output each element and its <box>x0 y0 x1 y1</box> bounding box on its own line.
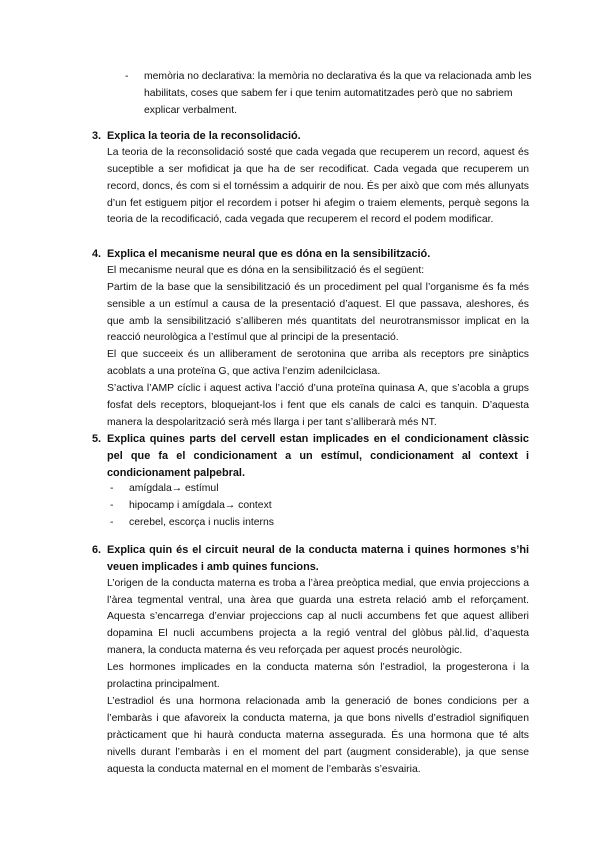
answer-list <box>92 481 529 532</box>
question-title <box>92 246 529 263</box>
answer-paragraph: El que succeeix és un alliberament de serotonina que arriba als receptors pre sinàptics acoblats a una proteïna G, que activa l’enzim adenilciclasa. <box>107 349 529 378</box>
answer-paragraph: Partim de la base que la sensibilització és un procediment pel qual l’organisme és fa més sensible a un estímul a causa de la presentació d’aquest. El que passava, aleshores, és que amb la sensibilització s’alliberen més quantitats del neurotransmissor implicat en la reacció neurològica a l’estímul que al principi de la presentació. <box>107 281 529 344</box>
list-dash: - <box>110 500 114 512</box>
question-number: 5. <box>92 433 102 445</box>
answer-paragraph: L’origen de la conducta materna es troba a l’àrea preòptica medial, que envia projeccions a l’àrea tegmental ventral, una àrea que guarda una estreta relació amb el reforçament. Aquesta s’encarrega d’enviar projeccions cap al nucli accumbens fet que aquest alliberi dopamina El nucli accumbens projecta a la regió ventral del glòbus pàl.lid, d’aquesta manera, la conducta materna és veu reforçada per aquest procés neurològic. <box>107 577 529 657</box>
question-number: 6. <box>92 544 102 556</box>
list-dash: - <box>110 517 114 529</box>
question-title <box>92 542 529 576</box>
answer-paragraph: La teoria de la reconsolidació sosté que cada vegada que recuperem un record, aquest és suceptible a ser mofidicat ja que ha de ser recodificat. Cada vegada que recuperem un record, doncs, és com si el tornéssim a adquirir de nou. És per això que com més allunyats d’un fet estiguem pitjor el recordem i potser hi afegim o traiem elements, perquè segons la teoria de la recodificació, cada vegada que recuperem el record el podem modificar. <box>107 146 529 226</box>
answer-paragraph: Les hormones implicades en la conducta materna són l’estradiol, la progesterona i la prolactina principalment. <box>107 662 529 691</box>
answer-paragraph: El mecanisme neural que es dóna en la sensibilització és el següent: <box>107 264 425 276</box>
list-dash: - <box>125 71 129 82</box>
question-title-text: Explica quines parts del cervell estan implicades en el condicionament clàssic pel que fa el condicionament a un estímul, condicionament al context i condicionament palpebral. <box>107 433 529 479</box>
list-item-text: cerebel, escorça i nuclis interns <box>129 517 274 529</box>
question-6 <box>92 542 529 778</box>
intro-list-item <box>125 69 535 120</box>
list-item-text: amígdala→ estímul <box>129 483 219 495</box>
answer <box>92 576 529 779</box>
question-title-text: Explica el mecanisme neural que es dóna en la sensibilització. <box>107 248 431 260</box>
question-title <box>92 128 529 145</box>
list-item-text: memòria no declarativa: la memòria no declarativa és la que va relacionada amb les habilitats, coses que sabem fer i que tenim automatitzades però que no sabriem explicar verbalment. <box>144 71 532 116</box>
list-item <box>110 481 529 498</box>
question-3 <box>92 128 529 229</box>
question-number: 3. <box>92 130 102 142</box>
list-item <box>110 498 529 515</box>
question-number: 4. <box>92 248 102 260</box>
question-title-text: Explica quin és el circuit neural de la conducta materna i quines hormones s’hi veuen implicades i amb quines funcions. <box>107 544 529 573</box>
question-title-text: Explica la teoria de la reconsolidació. <box>107 130 301 142</box>
list-item-text: hipocamp i amígdala→ context <box>129 500 272 512</box>
answer-paragraph: S’activa l’AMP cíclic i aquest activa l’acció d’una proteïna quinasa A, que s’acobla a grups fosfat dels receptors, bloquejant-los i fent que els canals de calci es tanquin. D’aquesta manera la despolarització serà més llarga i per tant s’alliberarà més NT. <box>107 383 529 428</box>
list-item <box>110 515 529 532</box>
question-title <box>92 431 529 481</box>
question-5 <box>92 431 529 532</box>
list-dash: - <box>110 483 114 495</box>
question-4 <box>92 246 529 432</box>
answer <box>92 263 529 432</box>
answer-paragraph: L’estradiol és una hormona relacionada amb la generació de bones condicions per a l’embaràs i que afavoreix la conducta materna, ja que bons nivells d’estradiol signifiquen pràcticament que hi haurà conducta materna assegurada. És una hormona que té alts nivells durant l’embaràs i en el moment del part (augment considerable), ja que sense aquesta la conducta maternal en el moment de l’embaràs s’esvairia. <box>107 695 529 775</box>
answer <box>92 145 529 230</box>
